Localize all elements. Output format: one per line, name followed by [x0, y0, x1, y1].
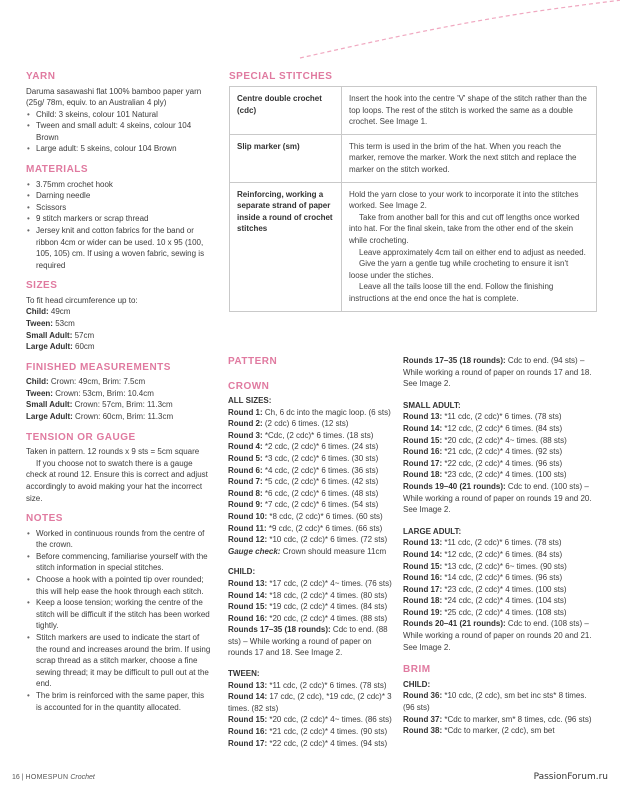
- round-line: Round 6: *4 cdc, (2 cdc)* 6 times. (36 sts): [228, 465, 379, 475]
- pattern-column-right: [403, 355, 595, 737]
- round-line: Round 15: *13 cdc, (2 cdc)* 6~ times. (90 sts): [403, 561, 567, 571]
- round-line: Round 14: 17 cdc, (2 cdc), *19 cdc, (2 cdc)* 3 times. (82 sts): [228, 692, 392, 713]
- round-line: Round 9: *7 cdc, (2 cdc)* 6 times. (54 sts): [228, 500, 379, 510]
- tension-heading: TENSION OR GAUGE: [26, 431, 136, 443]
- size-row: Child: 49cm: [26, 307, 71, 317]
- list-item: • Keep a loose tension; working the centre of the stitch will be difficult if the stitch has been worked tightly.: [26, 597, 212, 632]
- list-item: • Darning needle: [26, 190, 212, 202]
- round-line: Round 15: *19 cdc, (2 cdc)* 4 times. (84 sts): [228, 602, 388, 612]
- round-line: Round 3: *Cdc, (2 cdc)* 6 times. (18 sts): [228, 430, 374, 440]
- table-row: [230, 134, 597, 182]
- round-line: Round 13: *17 cdc, (2 cdc)* 4~ times. (76 sts): [228, 578, 392, 588]
- yarn-intro: Daruma sasawashi flat 100% bamboo paper yarn (25g/ 78m, equiv. to an Australian 4 ply): [26, 86, 202, 108]
- list-item: • Scissors: [26, 202, 212, 214]
- round-line: Round 13: *11 cdc, (2 cdc)* 6 times. (78 sts): [403, 412, 562, 422]
- sizes-intro: To fit head circumference up to:: [26, 295, 138, 305]
- round-line: Round 15: *20 cdc, (2 cdc)* 4~ times. (88 sts): [403, 435, 567, 445]
- round-line: Rounds 20–41 (21 rounds): Cdc to end. (108 sts) – While working a round of paper on rounds 20 and 21. See Image 2.: [403, 619, 592, 652]
- special-stitches-heading: SPECIAL STITCHES: [229, 71, 333, 82]
- round-line: Round 14: *12 cdc, (2 cdc)* 6 times. (84 sts): [403, 423, 563, 433]
- pattern-column: [228, 355, 396, 749]
- list-item: • Child: 3 skeins, colour 101 Natural: [26, 109, 212, 121]
- stitch-name: Slip marker (sm): [230, 134, 342, 182]
- footer-separator: |: [21, 774, 24, 781]
- finished-row: Large Adult: Crown: 60cm, Brim: 11.3cm: [26, 412, 174, 422]
- round-line: Round 10: *8 cdc, (2 cdc)* 6 times. (60 sts): [228, 511, 383, 521]
- pattern-heading: PATTERN: [228, 356, 278, 367]
- round-line: Round 1: Ch, 6 dc into the magic loop. (6 sts): [228, 407, 391, 417]
- small-adult-heading: SMALL ADULT:: [403, 400, 461, 410]
- round-line: Round 16: *21 cdc, (2 cdc)* 4 times. (90 sts): [228, 727, 388, 737]
- round-line: Round 12: *10 cdc, (2 cdc)* 6 times. (72 sts): [228, 535, 388, 545]
- round-line: Round 14: *12 cdc, (2 cdc)* 6 times. (84 sts): [403, 549, 563, 559]
- size-row: Tween: 53cm: [26, 319, 75, 328]
- crown-heading: CROWN: [228, 380, 270, 392]
- round-line: Round 18: *23 cdc, (2 cdc)* 4 times. (100 sts): [403, 470, 567, 480]
- stitch-name: Reinforcing, working a separate strand of paper inside a round of crochet stitches: [230, 182, 342, 311]
- sizes-heading: SIZES: [26, 280, 58, 292]
- finished-row: Child: Crown: 49cm, Brim: 7.5cm: [26, 377, 146, 387]
- round-line: Round 13: *11 cdc, (2 cdc)* 6 times. (78 sts): [403, 538, 562, 548]
- left-column: [26, 70, 212, 713]
- round-line: Round 13: *11 cdc, (2 cdc)* 6 times. (78 sts): [228, 680, 387, 690]
- list-item: • Tween and small adult: 4 skeins, colour 104 Brown: [26, 120, 212, 143]
- round-line: Round 2: (2 cdc) 6 times. (12 sts): [228, 419, 349, 429]
- round-line: Round 16: *21 cdc, (2 cdc)* 4 times. (92 sts): [403, 447, 563, 457]
- round-line: Round 36: *10 cdc, (2 cdc), sm bet inc sts* 8 times. (96 sts): [403, 691, 587, 712]
- stitch-desc: Insert the hook into the centre 'V' shape of the stitch rather than the top loops. The rest of the stitch is worked the same as a double crochet. See Image 1.: [342, 87, 597, 135]
- tension-note: If you choose not to swatch there is a gauge check at round 12. Ensure this is correct and adjust accordingly to avoid making your hat the incorrect size.: [26, 458, 208, 503]
- large-adult-heading: LARGE ADULT:: [403, 526, 462, 536]
- gauge-check: Gauge check: Crown should measure 11cm: [228, 546, 387, 556]
- list-item: • Stitch markers are used to indicate the start of the round and increases around the brim. If using scrap thread as a stitch marker, choose a fine sewing thread; it may be difficult to pull out at the end.: [26, 632, 212, 690]
- finished-heading: FINISHED MEASUREMENTS: [26, 361, 171, 373]
- list-item: • Jersey knit and cotton fabrics for the band or ribbon 4cm or wider can be used. 10 x 95 (100, 105, 105) cm. If using a woven fabric, sewing is required: [26, 225, 212, 271]
- round-line: Round 7: *5 cdc, (2 cdc)* 6 times. (42 sts): [228, 477, 379, 487]
- round-line: Round 38: *Cdc to marker, (2 cdc), sm bet: [403, 726, 555, 736]
- round-line: Rounds 17–35 (18 rounds): Cdc to end. (94 sts) – While working a round of paper on rounds 17 and 18. See Image 2.: [403, 356, 592, 389]
- materials-list: [26, 179, 212, 272]
- special-stitches-table: [229, 86, 597, 312]
- tween-heading: TWEEN:: [228, 669, 260, 679]
- size-row: Small Adult: 57cm: [26, 330, 95, 340]
- round-line: Round 11: *9 cdc, (2 cdc)* 6 times. (66 sts): [228, 523, 383, 533]
- stitch-name: Centre double crochet (cdc): [230, 87, 342, 135]
- list-item: • Large adult: 5 skeins, colour 104 Brown: [26, 143, 212, 155]
- stitch-desc: Hold the yarn close to your work to incorporate it into the stitches worked. See Image 2. Take from another ball for this and cut off lengths once worked into hat. For the final skein, take from the other end of the skein while crocheting. Leave approximately 4cm tail on either end to adjust as needed. Give the yarn a gentle tug while crocheting to ensure it isn't loose under the stiches. Leave all the tails loose till the end. Follow the finishing instructions at the end once the hat is complete.: [342, 182, 597, 311]
- table-row: [230, 182, 597, 311]
- round-line: Round 14: *18 cdc, (2 cdc)* 4 times. (80 sts): [228, 590, 388, 600]
- round-line: Round 18: *24 cdc, (2 cdc)* 4 times. (104 sts): [403, 596, 567, 606]
- round-line: Round 5: *3 cdc, (2 cdc)* 6 times. (30 sts): [228, 453, 379, 463]
- round-line: Round 19: *25 cdc, (2 cdc)* 4 times. (108 sts): [403, 607, 567, 617]
- yarn-list: [26, 109, 212, 155]
- round-line: Round 37: *Cdc to marker, sm* 8 times, cdc. (96 sts): [403, 714, 592, 724]
- list-item: • 3.75mm crochet hook: [26, 179, 212, 191]
- notes-list: [26, 528, 212, 714]
- round-line: Round 17: *22 cdc, (2 cdc)* 4 times. (96 sts): [403, 458, 563, 468]
- all-sizes-heading: ALL SIZES:: [228, 396, 272, 405]
- round-line: Round 17: *22 cdc, (2 cdc)* 4 times. (94 sts): [228, 738, 388, 748]
- round-line: Rounds 19–40 (21 rounds): Cdc to end. (100 sts) – While working a round of paper on rounds 19 and 20. See Image 2.: [403, 481, 592, 515]
- list-item: • Worked in continuous rounds from the centre of the crown.: [26, 528, 212, 551]
- round-line: Round 4: *2 cdc, (2 cdc)* 6 times. (24 sts): [228, 442, 379, 452]
- page-number: 16: [12, 774, 20, 781]
- magazine-name: HOMESPUN: [25, 774, 69, 781]
- magazine-subname: Crochet: [70, 774, 95, 781]
- size-row: Large Adult: 60cm: [26, 342, 95, 352]
- list-item: • Choose a hook with a pointed tip over rounded; this will help ease the hook through each stitch.: [26, 574, 212, 597]
- finished-row: Tween: Crown: 53cm, Brim: 10.4cm: [26, 388, 154, 398]
- list-item: • 9 stitch markers or scrap thread: [26, 213, 212, 225]
- child-heading: CHILD:: [228, 567, 256, 577]
- materials-heading: MATERIALS: [26, 164, 89, 176]
- round-line: Round 16: *20 cdc, (2 cdc)* 4 times. (88 sts): [228, 613, 388, 623]
- brim-child-heading: CHILD:: [403, 679, 431, 689]
- table-row: [230, 87, 597, 135]
- list-item: • The brim is reinforced with the same paper, this is accounted for in the quantity allocated.: [26, 690, 212, 713]
- round-line: Round 16: *14 cdc, (2 cdc)* 6 times. (96 sts): [403, 573, 563, 583]
- notes-heading: NOTES: [26, 513, 63, 525]
- round-line: Round 8: *6 cdc, (2 cdc)* 6 times. (48 sts): [228, 488, 379, 498]
- list-item: • Before commencing, familiarise yourself with the stitch information in special stitches.: [26, 551, 212, 574]
- yarn-heading: YARN: [26, 71, 56, 82]
- round-line: Round 15: *20 cdc, (2 cdc)* 4~ times. (86 sts): [228, 715, 392, 725]
- page-footer: [12, 773, 95, 783]
- round-line: Round 17: *23 cdc, (2 cdc)* 4 times. (100 sts): [403, 584, 567, 594]
- brim-heading: BRIM: [403, 664, 431, 676]
- round-line: Rounds 17–35 (18 rounds): Cdc to end. (88 sts) – While working a round of paper on rounds 17 and 18. See Image 2.: [228, 625, 388, 658]
- stitch-desc: This term is used in the brim of the hat. When you reach the marker, remove the marker. Work the next stitch and replace the marker on the stitch worked.: [342, 134, 597, 182]
- finished-row: Small Adult: Crown: 57cm, Brim: 11.3cm: [26, 400, 173, 410]
- tension-line: Taken in pattern. 12 rounds x 9 sts = 5cm square: [26, 447, 200, 457]
- watermark: PassionForum.ru: [533, 772, 608, 782]
